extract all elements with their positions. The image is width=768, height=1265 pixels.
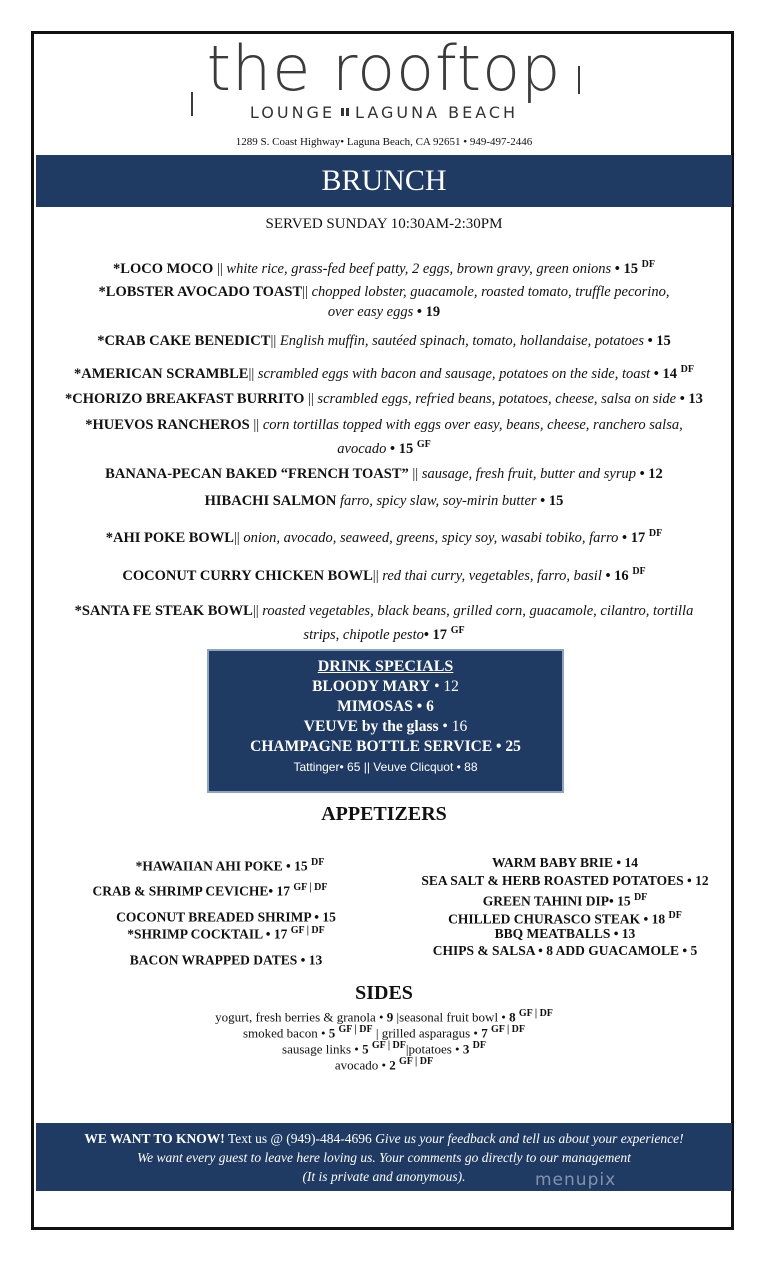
logo-title: the rooftop	[206, 32, 562, 105]
item-sep: ||	[304, 391, 318, 407]
appetizer-text: *SHRIMP COCKTAIL • 17	[127, 926, 291, 942]
menu-item	[40, 524, 728, 548]
side-price: 8	[509, 1009, 519, 1025]
item-price: • 15	[536, 493, 564, 509]
side-text: |seasonal fruit bowl •	[393, 1009, 510, 1025]
menu-item	[40, 491, 728, 511]
appetizer-tag: DF	[633, 892, 648, 903]
drink-price: • 12	[430, 678, 459, 695]
item-tag: DF	[632, 566, 646, 577]
item-desc: roasted vegetables, black beans, grilled corn, guacamole, cilantro, tortilla	[262, 603, 694, 619]
appetizer-text: BBQ MEATBALLS • 13	[494, 926, 636, 941]
item-tag: DF	[648, 528, 663, 539]
item-desc: white rice, grass-fed beef patty, 2 eggs, brown gravy, green onions	[226, 260, 612, 277]
appetizer-item	[400, 872, 730, 890]
item-desc: sausage, fresh fruit, butter and syrup	[421, 466, 636, 482]
appetizer-tag: DF	[668, 910, 682, 921]
logo-sub-right: LAGUNA BEACH	[355, 103, 519, 122]
side-text: smoked bacon •	[242, 1025, 329, 1041]
item-sep: ||	[249, 417, 263, 433]
appetizer-tag: DF	[311, 857, 325, 868]
item-price: • 14	[650, 365, 681, 382]
menu-item	[40, 331, 728, 351]
menu-item	[40, 464, 728, 484]
item-price: • 15	[386, 440, 417, 457]
drink-name: CHAMPAGNE BOTTLE SERVICE	[250, 738, 493, 755]
appetizer-item	[60, 879, 360, 901]
item-tag: GF	[450, 625, 465, 636]
item-name: *AHI POKE BOWL	[105, 529, 234, 546]
appetizer-tag: GF | DF	[293, 882, 328, 893]
appetizer-item	[400, 854, 730, 872]
sides-line	[0, 1054, 768, 1073]
item-desc: scrambled eggs with bacon and sausage, potatoes on the side, toast	[257, 365, 651, 382]
menu-item	[40, 255, 728, 279]
side-text: avocado •	[334, 1057, 390, 1073]
footer-line-3	[36, 1167, 732, 1186]
item-name: *SANTA FE STEAK BOWL	[74, 603, 253, 619]
logo-separator-icon	[341, 108, 349, 116]
item-desc-cont: over easy eggs	[327, 304, 414, 320]
menu-item	[40, 601, 728, 645]
drink-line	[209, 737, 562, 757]
drink-name: VEUVE by the glass	[303, 718, 439, 735]
item-sep: ||	[302, 284, 312, 300]
appetizer-text: CRAB & SHRIMP CEVICHE• 17	[92, 883, 294, 899]
watermark: menupix	[535, 1170, 617, 1190]
item-name: BANANA-PECAN BAKED “FRENCH TOAST”	[105, 466, 409, 482]
footer-italic: We want every guest to leave here loving us. Your comments go directly to our management	[137, 1150, 631, 1165]
footer-line-2	[36, 1148, 732, 1167]
item-sep: ||	[408, 466, 422, 482]
item-sep: ||	[233, 529, 244, 546]
item-sep: ||	[372, 567, 383, 584]
side-text: |potatoes •	[405, 1041, 463, 1057]
side-price: 5	[328, 1025, 339, 1041]
drink-line	[209, 677, 562, 697]
item-tag: DF	[680, 364, 694, 375]
side-price: 9	[386, 1009, 394, 1025]
appetizer-item	[80, 854, 380, 876]
appetizer-text: *HAWAIIAN AHI POKE • 15	[135, 858, 312, 874]
appetizers-title: APPETIZERS	[321, 803, 447, 825]
item-sep: ||	[213, 260, 227, 277]
item-name: *HUEVOS RANCHEROS	[85, 417, 250, 433]
appetizer-text: GREEN TAHINI DIP• 15	[482, 893, 634, 909]
side-price: 7	[481, 1025, 491, 1041]
brunch-banner: BRUNCH	[36, 155, 732, 207]
item-desc: onion, avocado, seaweed, greens, spicy soy, wasabi tobiko, farro	[243, 529, 619, 546]
item-price: • 13	[676, 391, 703, 407]
footer-phone: Text us @ (949)-484-4696	[224, 1131, 376, 1146]
menu-item	[40, 389, 728, 409]
item-price: • 12	[635, 466, 663, 482]
item-desc: English muffin, sautéed spinach, tomato, hollandaise, potatoes	[279, 333, 644, 349]
side-text: yogurt, fresh berries & granola •	[215, 1009, 387, 1025]
appetizer-text: BACON WRAPPED DATES • 13	[129, 952, 323, 968]
item-desc: scrambled eggs, refried beans, potatoes, cheese, salsa on side	[317, 391, 677, 407]
drink-line	[209, 717, 562, 737]
item-desc: farro, spicy slaw, soy-mirin butter	[339, 493, 537, 509]
drink-specials-title: DRINK SPECIALS	[317, 658, 454, 675]
item-name: *AMERICAN SCRAMBLE	[74, 365, 249, 382]
drink-price: • 6	[412, 698, 434, 715]
drink-name: MIMOSAS	[337, 698, 413, 715]
drink-price: • 16	[438, 718, 468, 735]
side-tag: GF | DF	[371, 1040, 406, 1051]
menu-item	[40, 360, 728, 384]
side-text: sausage links •	[282, 1041, 363, 1057]
item-name: HIBACHI SALMON	[204, 493, 337, 509]
champagne-options: Tattinger• 65 || Veuve Clicquot • 88	[293, 760, 478, 774]
menu-item	[40, 415, 728, 459]
appetizer-item	[400, 925, 730, 943]
item-name: *CRAB CAKE BENEDICT	[97, 333, 271, 349]
menu-item	[40, 282, 728, 322]
drink-line	[209, 697, 562, 717]
feedback-footer	[36, 1123, 732, 1191]
appetizer-text: COCONUT BREADED SHRIMP • 15	[116, 909, 336, 925]
appetizer-text: SEA SALT & HERB ROASTED POTATOES • 12	[421, 873, 709, 888]
item-tag: DF	[641, 259, 655, 270]
item-name: *LOCO MOCO	[113, 260, 214, 277]
logo-bar-right	[578, 66, 580, 94]
side-tag: GF | DF	[490, 1024, 526, 1035]
side-price: 2	[389, 1057, 400, 1073]
footer-italic: (It is private and anonymous).	[302, 1169, 466, 1184]
side-price: 3	[462, 1041, 473, 1057]
item-desc: red thai curry, vegetables, farro, basil	[382, 567, 602, 584]
item-price: • 19	[413, 304, 441, 320]
logo-subtitle	[0, 103, 768, 122]
item-price: • 17	[618, 529, 649, 546]
side-tag: GF | DF	[399, 1056, 434, 1067]
side-tag: DF	[472, 1040, 486, 1051]
side-price: 5	[362, 1041, 372, 1057]
item-desc: corn tortillas topped with eggs over easy, beans, cheese, ranchero salsa,	[262, 417, 683, 433]
appetizer-text: CHILLED CHURASCO STEAK • 18	[448, 911, 669, 927]
item-sep: ||	[252, 603, 263, 619]
item-name: *LOBSTER AVOCADO TOAST	[98, 284, 303, 300]
item-tag: GF	[416, 439, 431, 450]
item-sep: ||	[270, 333, 280, 349]
drink-specials-box	[207, 649, 564, 793]
appetizer-item	[400, 942, 730, 960]
footer-line-1	[36, 1129, 732, 1148]
item-desc: chopped lobster, guacamole, roasted tomato, truffle pecorino,	[311, 284, 670, 300]
logo-sub-left: LOUNGE	[249, 103, 336, 122]
sides-title: SIDES	[355, 982, 413, 1004]
appetizer-tag: GF | DF	[290, 925, 325, 936]
item-price: • 17	[423, 626, 451, 643]
restaurant-address: 1289 S. Coast Highway• Laguna Beach, CA 92651 • 949-497-2446	[235, 136, 533, 148]
menu-item	[40, 562, 728, 586]
item-price: • 15	[643, 333, 671, 349]
footer-bold: WE WANT TO KNOW!	[84, 1131, 225, 1146]
appetizer-text: CHIPS & SALSA • 8 ADD GUACAMOLE • 5	[432, 943, 698, 958]
side-tag: GF | DF	[518, 1008, 553, 1019]
item-desc-cont: avocado	[337, 440, 387, 457]
item-sep: ||	[248, 365, 258, 382]
side-text: | grilled asparagus •	[372, 1025, 482, 1041]
served-hours: SERVED SUNDAY 10:30AM-2:30PM	[265, 216, 503, 232]
appetizer-item	[76, 948, 376, 970]
drink-price: • 25	[492, 738, 521, 755]
item-price: • 15	[611, 260, 642, 277]
item-name: *CHORIZO BREAKFAST BURRITO	[65, 391, 305, 407]
item-price: • 16	[601, 567, 633, 584]
appetizer-item	[76, 922, 376, 944]
item-name: COCONUT CURRY CHICKEN BOWL	[122, 567, 373, 584]
side-tag: GF | DF	[338, 1024, 373, 1035]
item-desc-cont: strips, chipotle pesto	[303, 626, 424, 643]
footer-italic: Give us your feedback and tell us about your experience!	[375, 1131, 684, 1146]
appetizer-text: WARM BABY BRIE • 14	[492, 855, 638, 870]
drink-name: BLOODY MARY	[312, 678, 431, 695]
